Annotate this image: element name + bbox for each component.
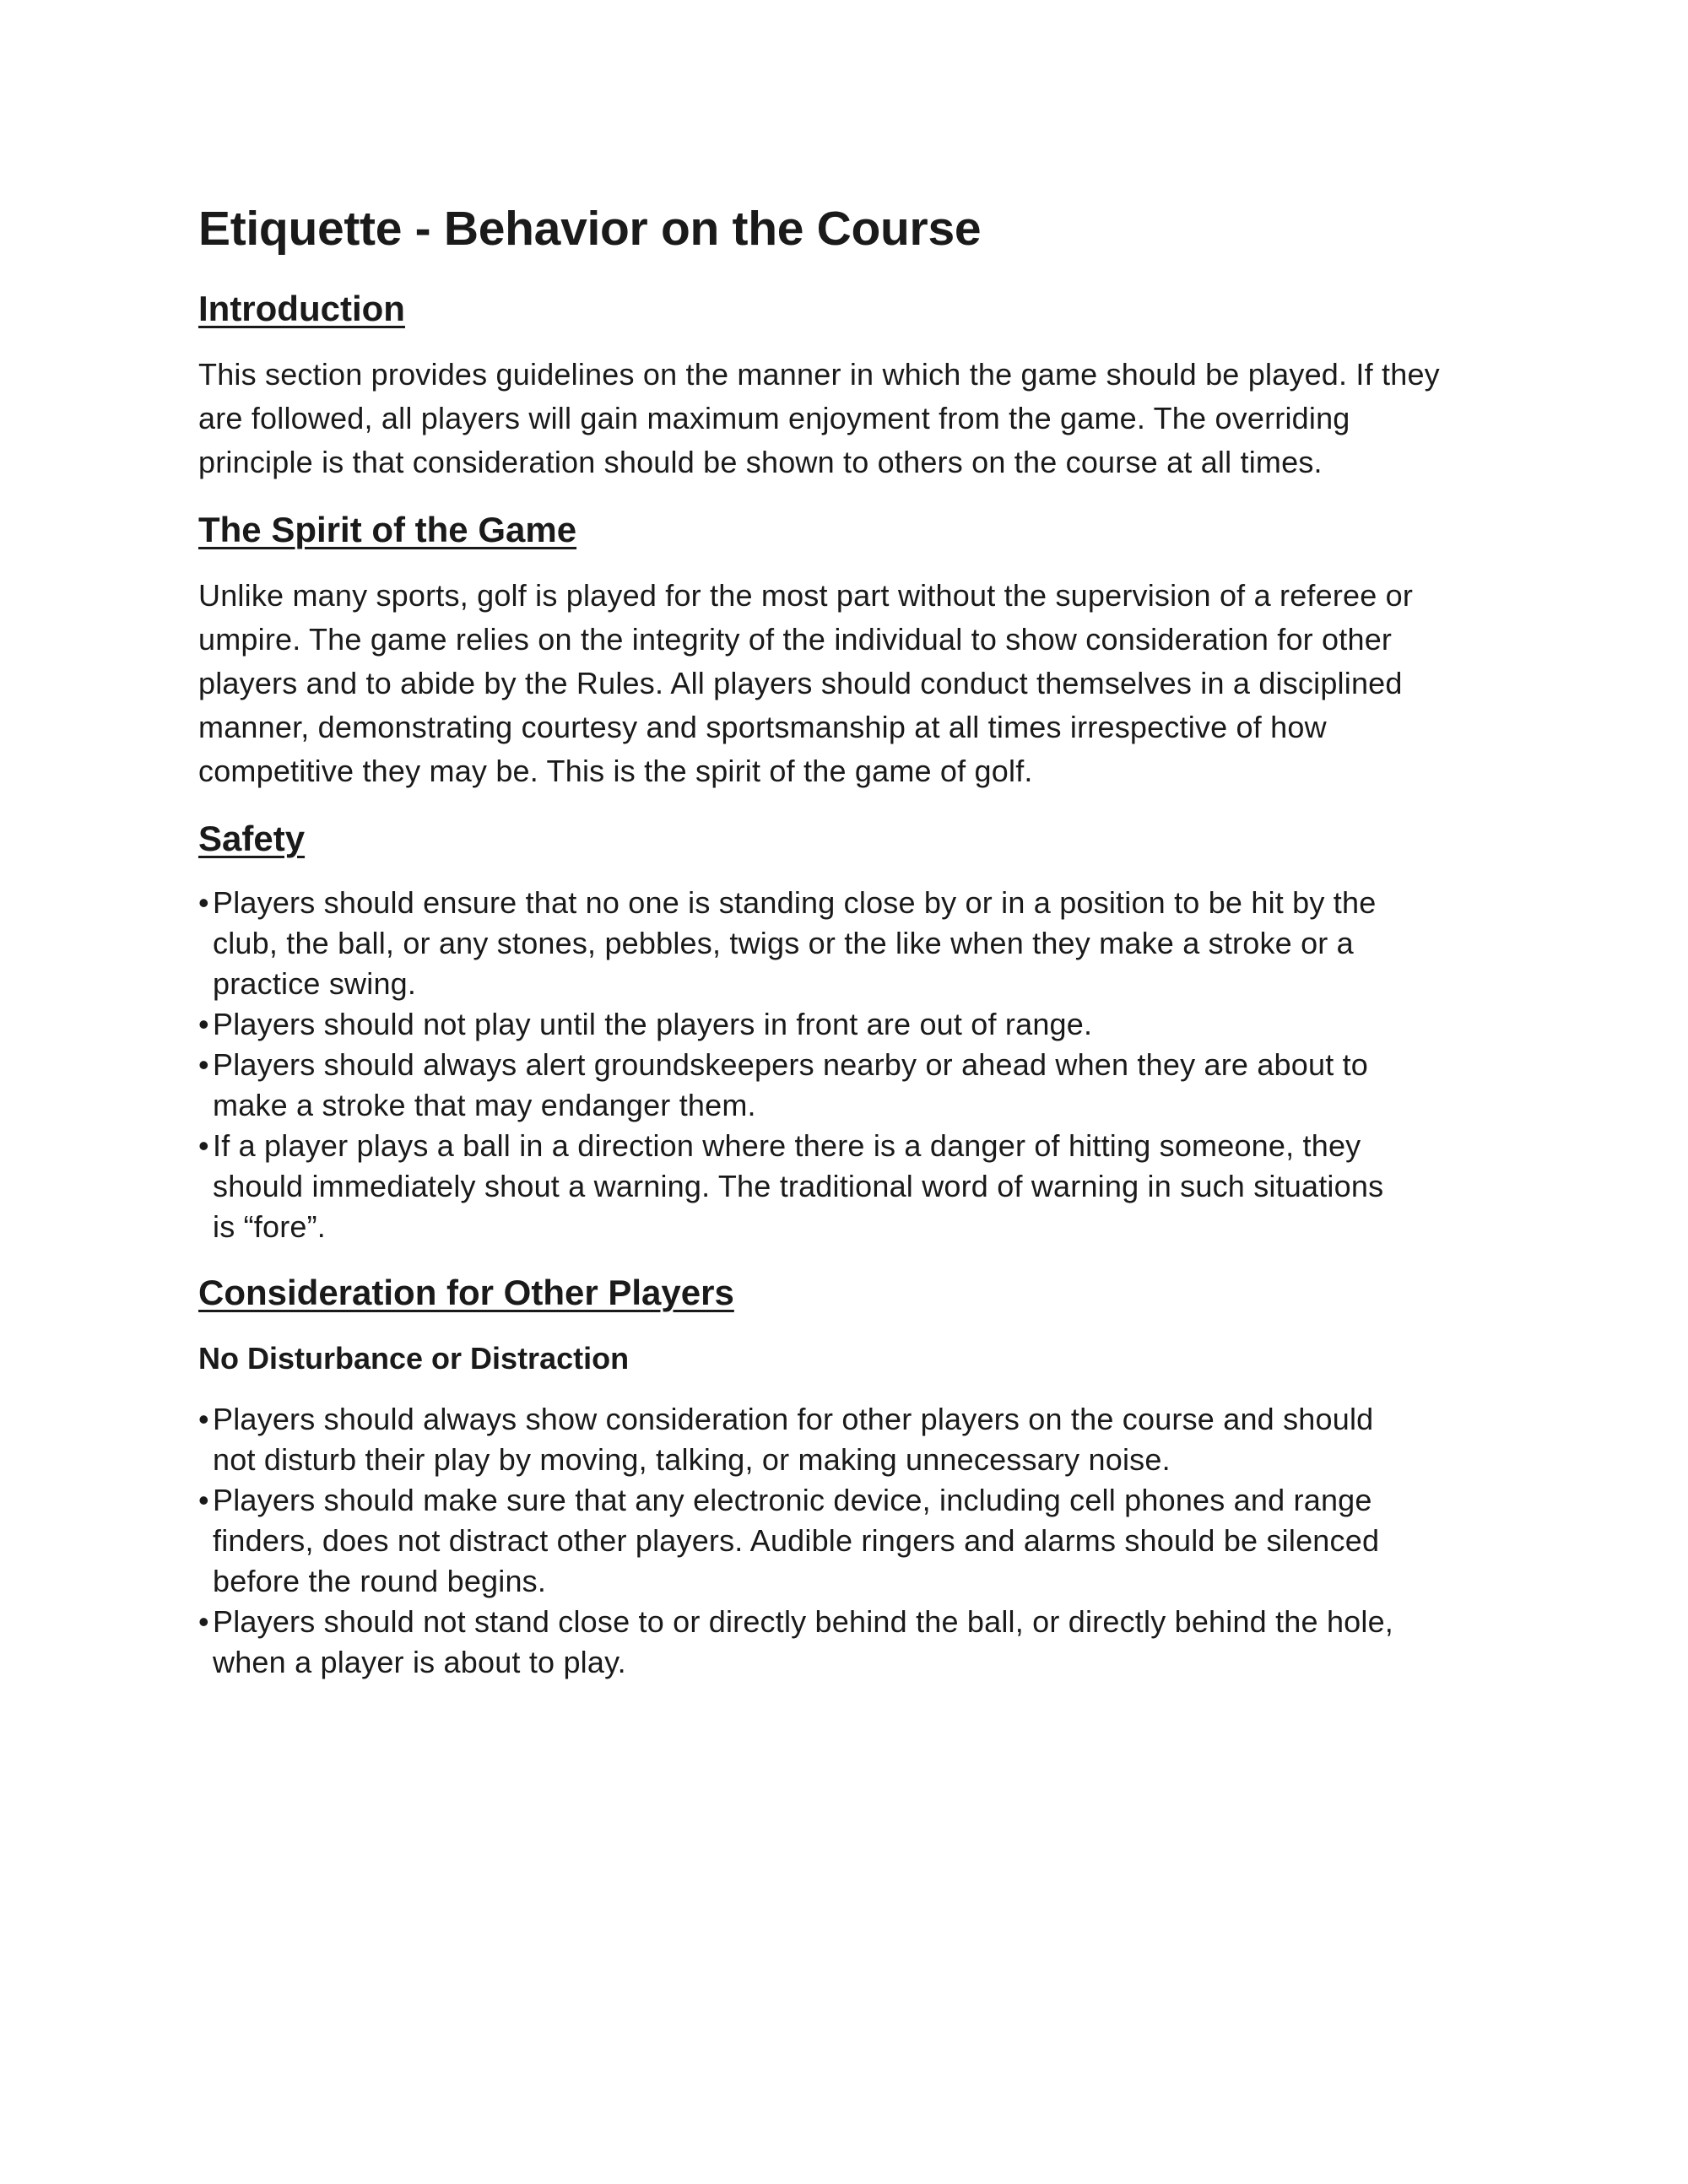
spirit-paragraph: [198, 574, 1515, 793]
paragraph-line: competitive they may be. This is the spirit of the game of golf.: [198, 754, 1033, 788]
bullet-glyph: •: [198, 1128, 209, 1163]
bullet-glyph: •: [198, 885, 209, 920]
paragraph-line: principle is that consideration should be shown to others on the course at all times.: [198, 445, 1323, 479]
paragraph-line: Unlike many sports, golf is played for the most part without the supervision of a referee or: [198, 578, 1414, 613]
bullet-glyph: •: [198, 1047, 209, 1082]
list-item-line: club, the ball, or any stones, pebbles, twigs or the like when they make a stroke or a: [213, 926, 1354, 960]
bullet-glyph: •: [198, 1402, 209, 1436]
list-item-line: make a stroke that may endanger them.: [213, 1088, 756, 1122]
list-item: [198, 1399, 1515, 1480]
page-title: Etiquette - Behavior on the Course: [198, 202, 982, 256]
list-item-line: finders, does not distract other players. Audible ringers and alarms should be silenced: [213, 1523, 1380, 1558]
list-item-line: Players should make sure that any electronic device, including cell phones and range: [213, 1483, 1372, 1517]
bullet-glyph: •: [198, 1007, 209, 1041]
paragraph-line: umpire. The game relies on the integrity of the individual to show consideration for other: [198, 622, 1393, 657]
bullet-glyph: •: [198, 1483, 209, 1517]
document-page: [198, 194, 1515, 1683]
paragraph-line: players and to abide by the Rules. All players should conduct themselves in a disciplined: [198, 666, 1403, 700]
list-item-line: Players should not stand close to or directly behind the ball, or directly behind the hole,: [213, 1604, 1394, 1639]
list-item-line: practice swing.: [213, 966, 417, 1001]
list-item-line: Players should not play until the players in front are out of range.: [213, 1007, 1093, 1041]
list-item-line: before the round begins.: [213, 1564, 547, 1598]
list-item-line: is “fore”.: [213, 1209, 327, 1244]
section-heading-introduction: Introduction: [198, 289, 405, 328]
list-item: [198, 883, 1515, 1004]
list-item-line: not disturb their play by moving, talking, or making unnecessary noise.: [213, 1442, 1171, 1477]
safety-bullet-list: [198, 883, 1515, 1247]
list-item-line: should immediately shout a warning. The traditional word of warning in such situations: [213, 1169, 1384, 1203]
list-item-line: If a player plays a ball in a direction where there is a danger of hitting someone, they: [213, 1128, 1361, 1163]
bullet-glyph: •: [198, 1604, 209, 1639]
paragraph-line: This section provides guidelines on the manner in which the game should be played. If they: [198, 357, 1440, 392]
section-heading-safety: Safety: [198, 819, 306, 858]
list-item-line: when a player is about to play.: [213, 1645, 626, 1679]
list-item: [198, 1480, 1515, 1602]
subsection-heading-no-disturbance: No Disturbance or Distraction: [198, 1341, 630, 1376]
list-item: [198, 1004, 1515, 1045]
list-item: [198, 1126, 1515, 1247]
paragraph-line: manner, demonstrating courtesy and sportsmanship at all times irrespective of how: [198, 710, 1327, 744]
section-heading-spirit: The Spirit of the Game: [198, 510, 577, 549]
paragraph-line: are followed, all players will gain maximum enjoyment from the game. The overriding: [198, 401, 1350, 435]
introduction-paragraph: [198, 353, 1515, 484]
list-item: [198, 1045, 1515, 1126]
list-item-line: Players should ensure that no one is standing close by or in a position to be hit by the: [213, 885, 1377, 920]
list-item-line: Players should always show consideration for other players on the course and should: [213, 1402, 1374, 1436]
list-item-line: Players should always alert groundskeepers nearby or ahead when they are about to: [213, 1047, 1369, 1082]
consideration-bullet-list: [198, 1399, 1515, 1683]
section-heading-consideration: Consideration for Other Players: [198, 1273, 734, 1312]
list-item: [198, 1602, 1515, 1683]
